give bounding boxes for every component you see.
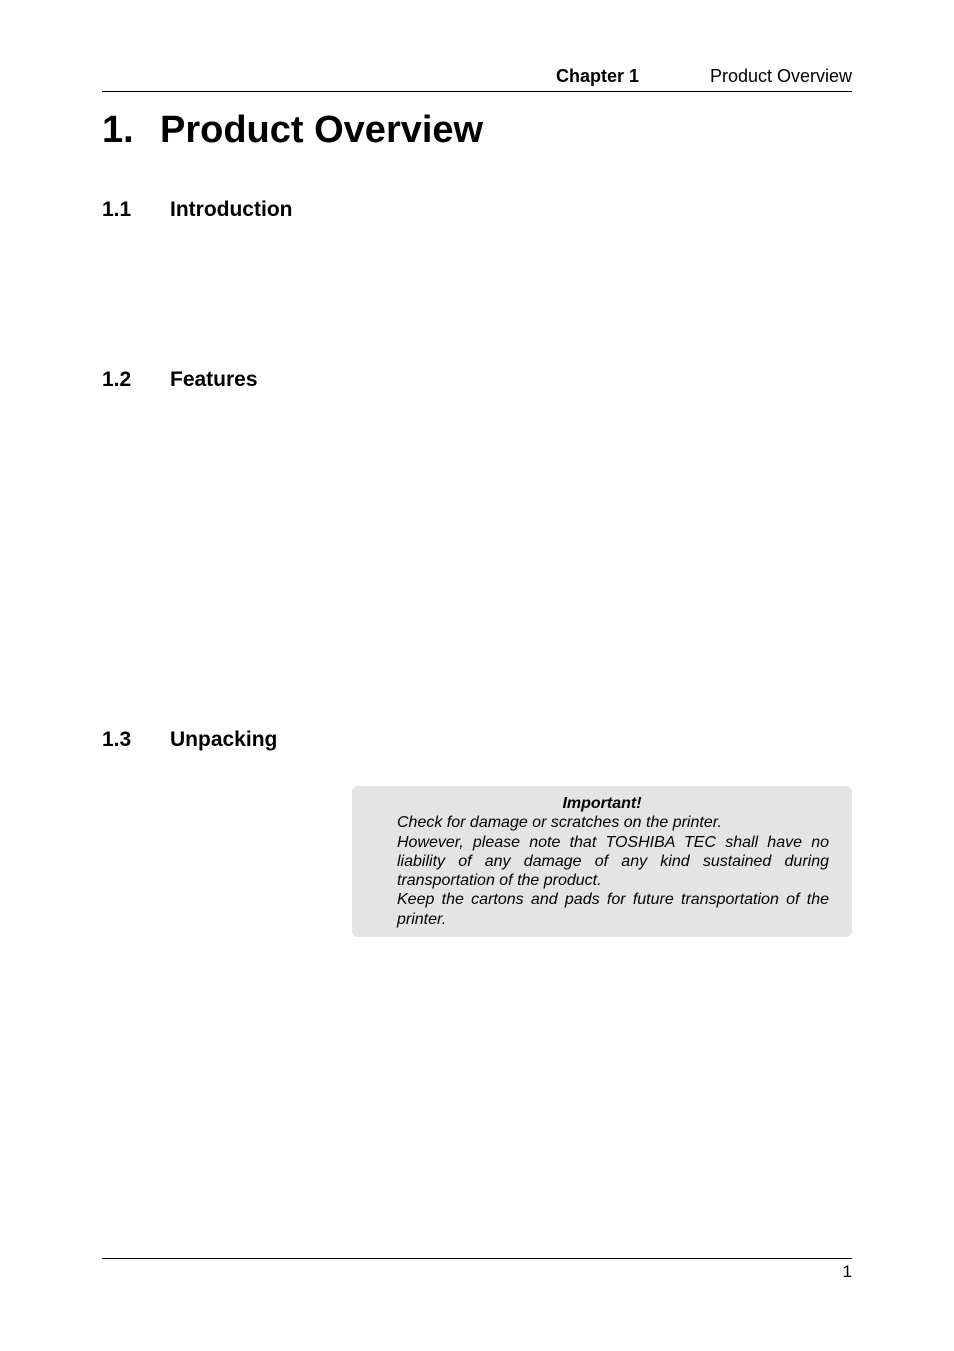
header-chapter-label: Chapter 1 bbox=[556, 66, 640, 86]
section-heading-unpacking bbox=[102, 727, 277, 753]
section-number: 1.1 bbox=[102, 198, 132, 221]
page-number: 1 bbox=[842, 1262, 852, 1281]
section-heading-introduction bbox=[102, 197, 292, 223]
section-title: Introduction bbox=[170, 198, 293, 221]
footer-rule bbox=[102, 1258, 852, 1259]
notice-title: Important! bbox=[562, 795, 642, 812]
notice-line-keep-cartons: Keep the cartons and pads for future transportation of the printer. bbox=[397, 891, 829, 928]
section-title: Features bbox=[170, 368, 258, 391]
important-notice-box bbox=[352, 786, 852, 937]
chapter-title: Product Overview bbox=[160, 109, 484, 151]
notice-line-liability: However, please note that TOSHIBA TEC shall have no liability of any damage of any kind sustained during transportation of the product. bbox=[397, 833, 829, 890]
section-number: 1.3 bbox=[102, 728, 132, 751]
chapter-heading bbox=[102, 106, 483, 154]
section-heading-features bbox=[102, 367, 258, 393]
header-chapter-title: Product Overview bbox=[709, 66, 852, 86]
section-number: 1.2 bbox=[102, 368, 132, 391]
running-header bbox=[102, 64, 852, 92]
section-title: Unpacking bbox=[170, 728, 278, 751]
chapter-number: 1. bbox=[102, 109, 134, 151]
notice-line-damage-check: Check for damage or scratches on the printer. bbox=[397, 814, 722, 832]
